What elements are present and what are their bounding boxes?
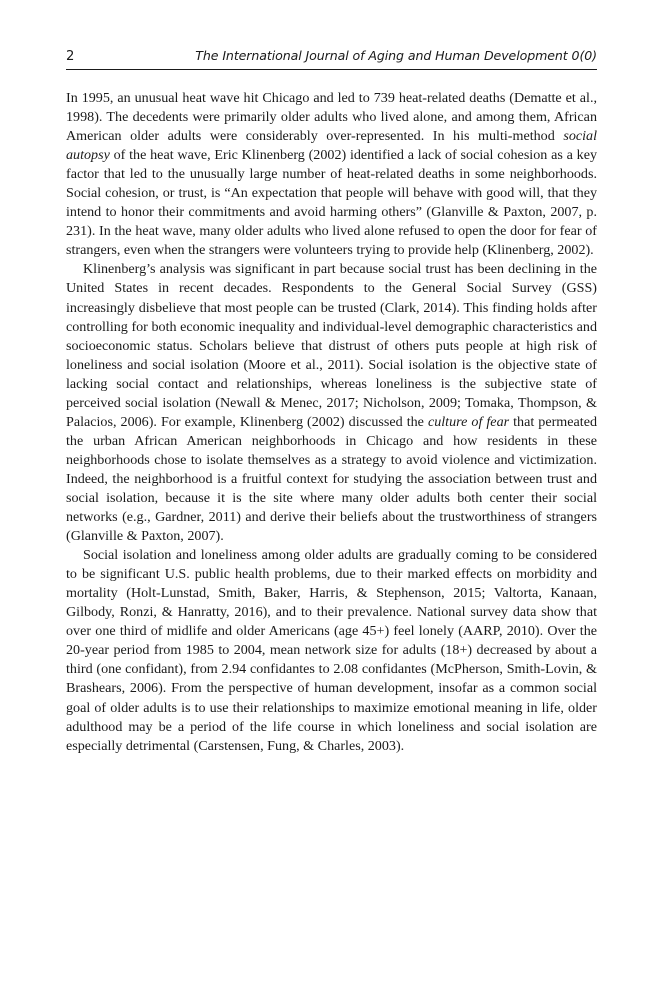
document-page <box>66 47 597 756</box>
text-segment: of the heat wave, Eric Klinenberg (2002) identified a lack of social cohesion as a key factor that led to the unusually large number of heat-related deaths in some neighborhoods. Social cohesion, or trust, is “An expectation that people will behave with good will, that they intend to honor their commitments and avoid harming others” (Glanville & Paxton, 2007, p. 231). In the heat wave, many older adults who lived alone refused to open the door for fear of strangers, even when the strangers were volunteers trying to provide help (Klinenberg, 2002). <box>66 147 597 259</box>
journal-title: The International Journal of Aging and Human Development 0(0) <box>195 48 597 63</box>
running-header <box>66 47 597 70</box>
text-segment: In 1995, an unusual heat wave hit Chicago and led to 739 heat-related deaths (Dematte et al., 1998). The decedents were primarily older adults who lived alone, and among them, African American older adults were considerably over-represented. In his multi-method <box>66 90 597 145</box>
paragraph-1 <box>66 89 597 260</box>
italic-term-social-autopsy: social autopsy <box>66 128 597 164</box>
paragraph-3 <box>66 546 597 756</box>
page-number: 2 <box>66 49 75 64</box>
italic-term-culture-of-fear: culture of fear <box>427 413 510 430</box>
text-segment: Social isolation and loneliness among older adults are gradually coming to be considered to be significant U.S. public health problems, due to their marked effects on morbidity and mortality (Holt-Lunstad, Smith, Baker, Harris, & Stephenson, 2015; Valtorta, Kanaan, Gilbody, Ronzi, & Hanratty, 2016), and to their prevalence. National survey data show that over one third of midlife and older Americans (age 45+) feel lonely (AARP, 2010). Over the 20-year period from 1985 to 2004, mean network size for adults (18+) decreased by about a third (one confidant), from 2.94 confidantes to 2.08 confidantes (McPherson, Smith-Lovin, & Brashears, 2006). From the perspective of human development, insofar as a common social goal of older adults is to use their relationships to maximize emotional meaning in life, older adulthood may be a period of the life course in which loneliness and social isolation are especially detrimental (Carstensen, Fung, & Charles, 2003). <box>66 547 597 754</box>
text-segment: Klinenberg’s analysis was significant in part because social trust has been declining in the United States in recent decades. Respondents to the General Social Survey (GSS) increasingly disbelieve that most people can be trusted (Clark, 2014). This finding holds after controlling for both economic inequality and individual-level demographic characteristics and socioeconomic status. Scholars believe that distrust of others puts people at high risk of loneliness and social isolation (Moore et al., 2011). Social isolation is the objective state of lacking social contact and relationships, whereas loneliness is the subjective state of perceived social isolation (Newall & Menec, 2017; Nicholson, 2009; Tomaka, Thompson, & Palacios, 2006). For example, Klinenberg (2002) discussed the <box>66 261 597 430</box>
text-segment: that permeated the urban African American neighborhoods in Chicago and how residents in these neighborhoods chose to isolate themselves as a strategy to avoid violence and victimization. Indeed, the neighborhood is a fruitful context for studying the association between trust and social isolation, because it is the site where many older adults both center their social networks (e.g., Gardner, 2011) and derive their beliefs about the trustworthiness of strangers (Glanville & Paxton, 2007). <box>66 413 597 545</box>
paragraph-2 <box>66 260 597 546</box>
body-text <box>66 89 597 756</box>
